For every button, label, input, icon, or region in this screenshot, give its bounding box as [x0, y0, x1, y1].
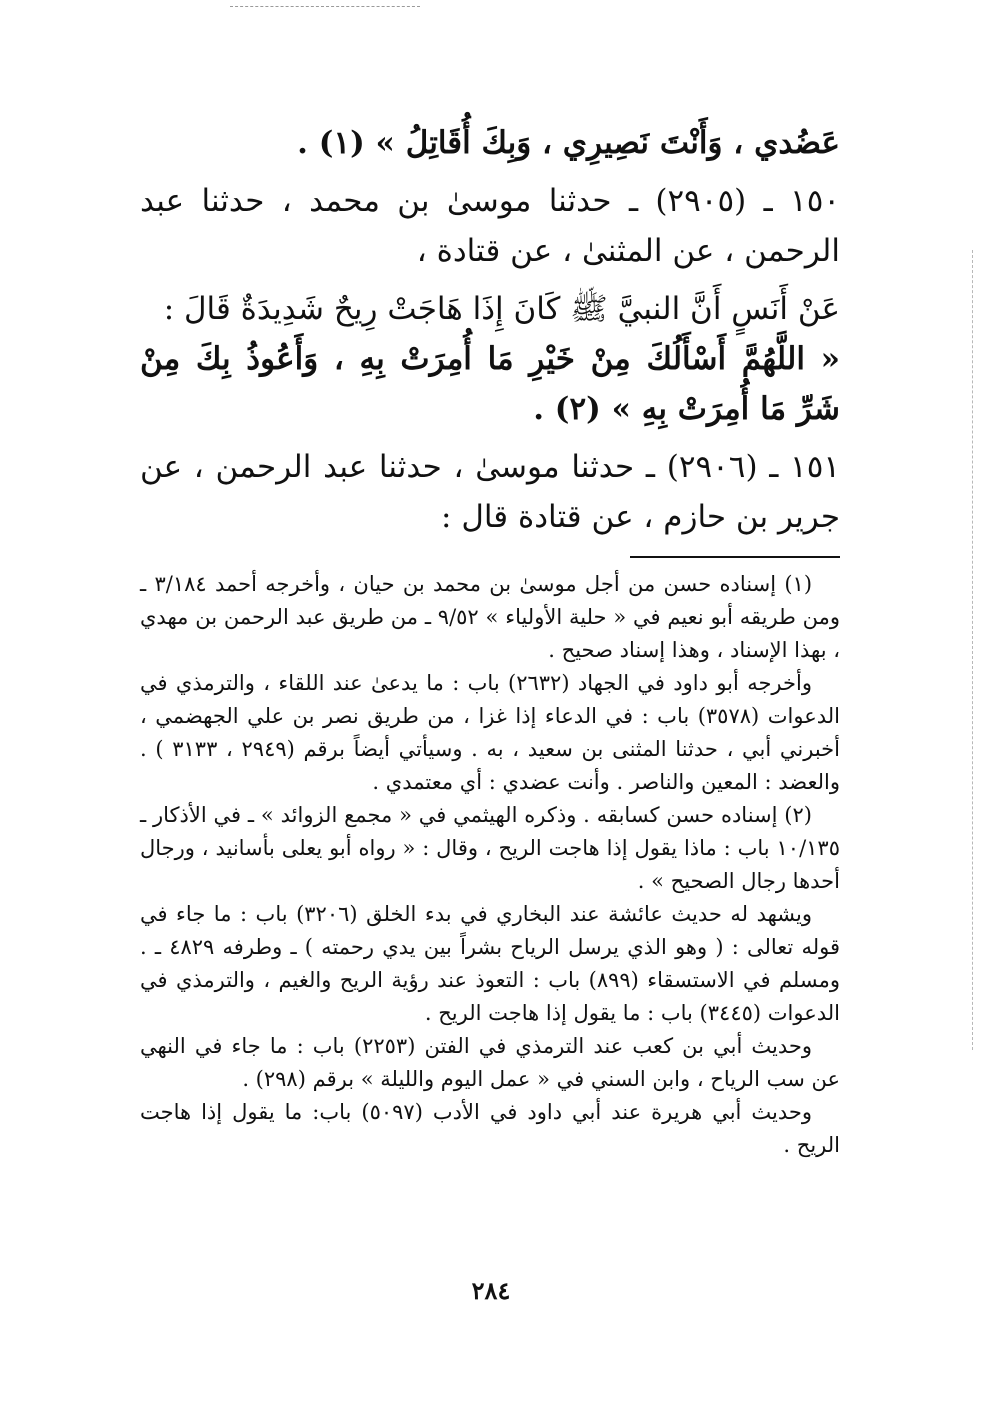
hadith-150-chain: ١٥٠ ـ (٢٩٠٥) ـ حدثنا موسىٰ بن محمد ، حدثنا عبد الرحمن ، عن المثنىٰ ، عن قتادة ، [140, 183, 840, 269]
hadith-150-text: « اللَّهُمَّ أَسْأَلُكَ مِنْ خَيْرِ مَا أُمِرَتْ بِهِ ، وَأَعُوذُ بِكَ مِنْ شَرِّ مَا أُمِرَتْ بِهِ » (٢) . [140, 341, 840, 427]
footnote-paragraph: وأخرجه أبو داود في الجهاد (٢٦٣٢) باب : ما يدعىٰ عند اللقاء ، والترمذي في الدعوات (٣٥٧٨) باب : في الدعاء إذا غزا ، من طريق نصر بن علي الجهضمي ، أخبرني أبي ، حدثنا المثنى بن سعيد ، به . وسيأتي أيضاً برقم (٢٩٤٩ ، ٣١٣٣ ) . والعضد : المعين والناصر . وأنت عضدي : أي معتمدي . [140, 671, 840, 794]
hadith-151-chain: ١٥١ ـ (٢٩٠٦) ـ حدثنا موسىٰ ، حدثنا عبد الرحمن ، عن جرير بن حازم ، عن قتادة قال : [140, 449, 840, 535]
hadith-150-intro: عَنْ أَنَسٍ أَنَّ النبيَّ ﷺ كَانَ إِذَا هَاجَتْ رِيحٌ شَدِيدَةٌ قَالَ : [163, 291, 840, 327]
hadith-continuation: عَضُدي ، وَأَنْتَ نَصِيرِي ، وَبِكَ أُقَاتِلُ » (١) . [297, 125, 840, 161]
footnote-paragraph: ويشهد له حديث عائشة عند البخاري في بدء الخلق (٣٢٠٦) باب : ما جاء في قوله تعالى : ( وهو الذي يرسل الرياح بشراً بين يدي رحمته ) ـ وطرفه ٤٨٢٩ ـ . ومسلم في الاستسقاء (٨٩٩) باب : التعوذ عند رؤية الريح والغيم ، والترمذي في الدعوات (٣٤٤٥) باب : ما يقول إذا هاجت الريح . [140, 902, 841, 1025]
footnote-paragraph: وحديث أبي هريرة عند أبي داود في الأدب (٥٠٩٧) باب: ما يقول إذا هاجت الريح . [140, 1100, 840, 1157]
footnotes [140, 568, 840, 1162]
main-text [140, 118, 840, 550]
page-number: ٢٨٤ [471, 1276, 511, 1305]
scan-edge-mark [230, 6, 420, 7]
scan-edge-mark [972, 250, 973, 1050]
footnote-paragraph: (٢) إسناده حسن كسابقه . وذكره الهيثمي في « مجمع الزوائد » ـ في الأذكار ـ ١٠/١٣٥ باب : ماذا يقول إذا هاجت الريح ، وقال : « رواه أبو يعلى بأسانيد ، ورجال أحدها رجال الصحيح » . [140, 803, 840, 893]
footnote-paragraph: (١) إسناده حسن من أجل موسىٰ بن محمد بن حيان ، وأخرجه أحمد ٣/١٨٤ ـ ومن طريقه أبو نعيم في « حلية الأولياء » ٩/٥٢ ـ من طريق عبد الرحمن بن مهدي ، بهذا الإسناد ، وهذا إسناد صحيح . [140, 572, 841, 662]
footnote-divider [630, 556, 840, 558]
footnote-paragraph: وحديث أبي بن كعب عند الترمذي في الفتن (٢٢٥٣) باب : ما جاء في النهي عن سب الرياح ، وابن السني في « عمل اليوم والليلة » برقم (٢٩٨) . [140, 1034, 840, 1091]
